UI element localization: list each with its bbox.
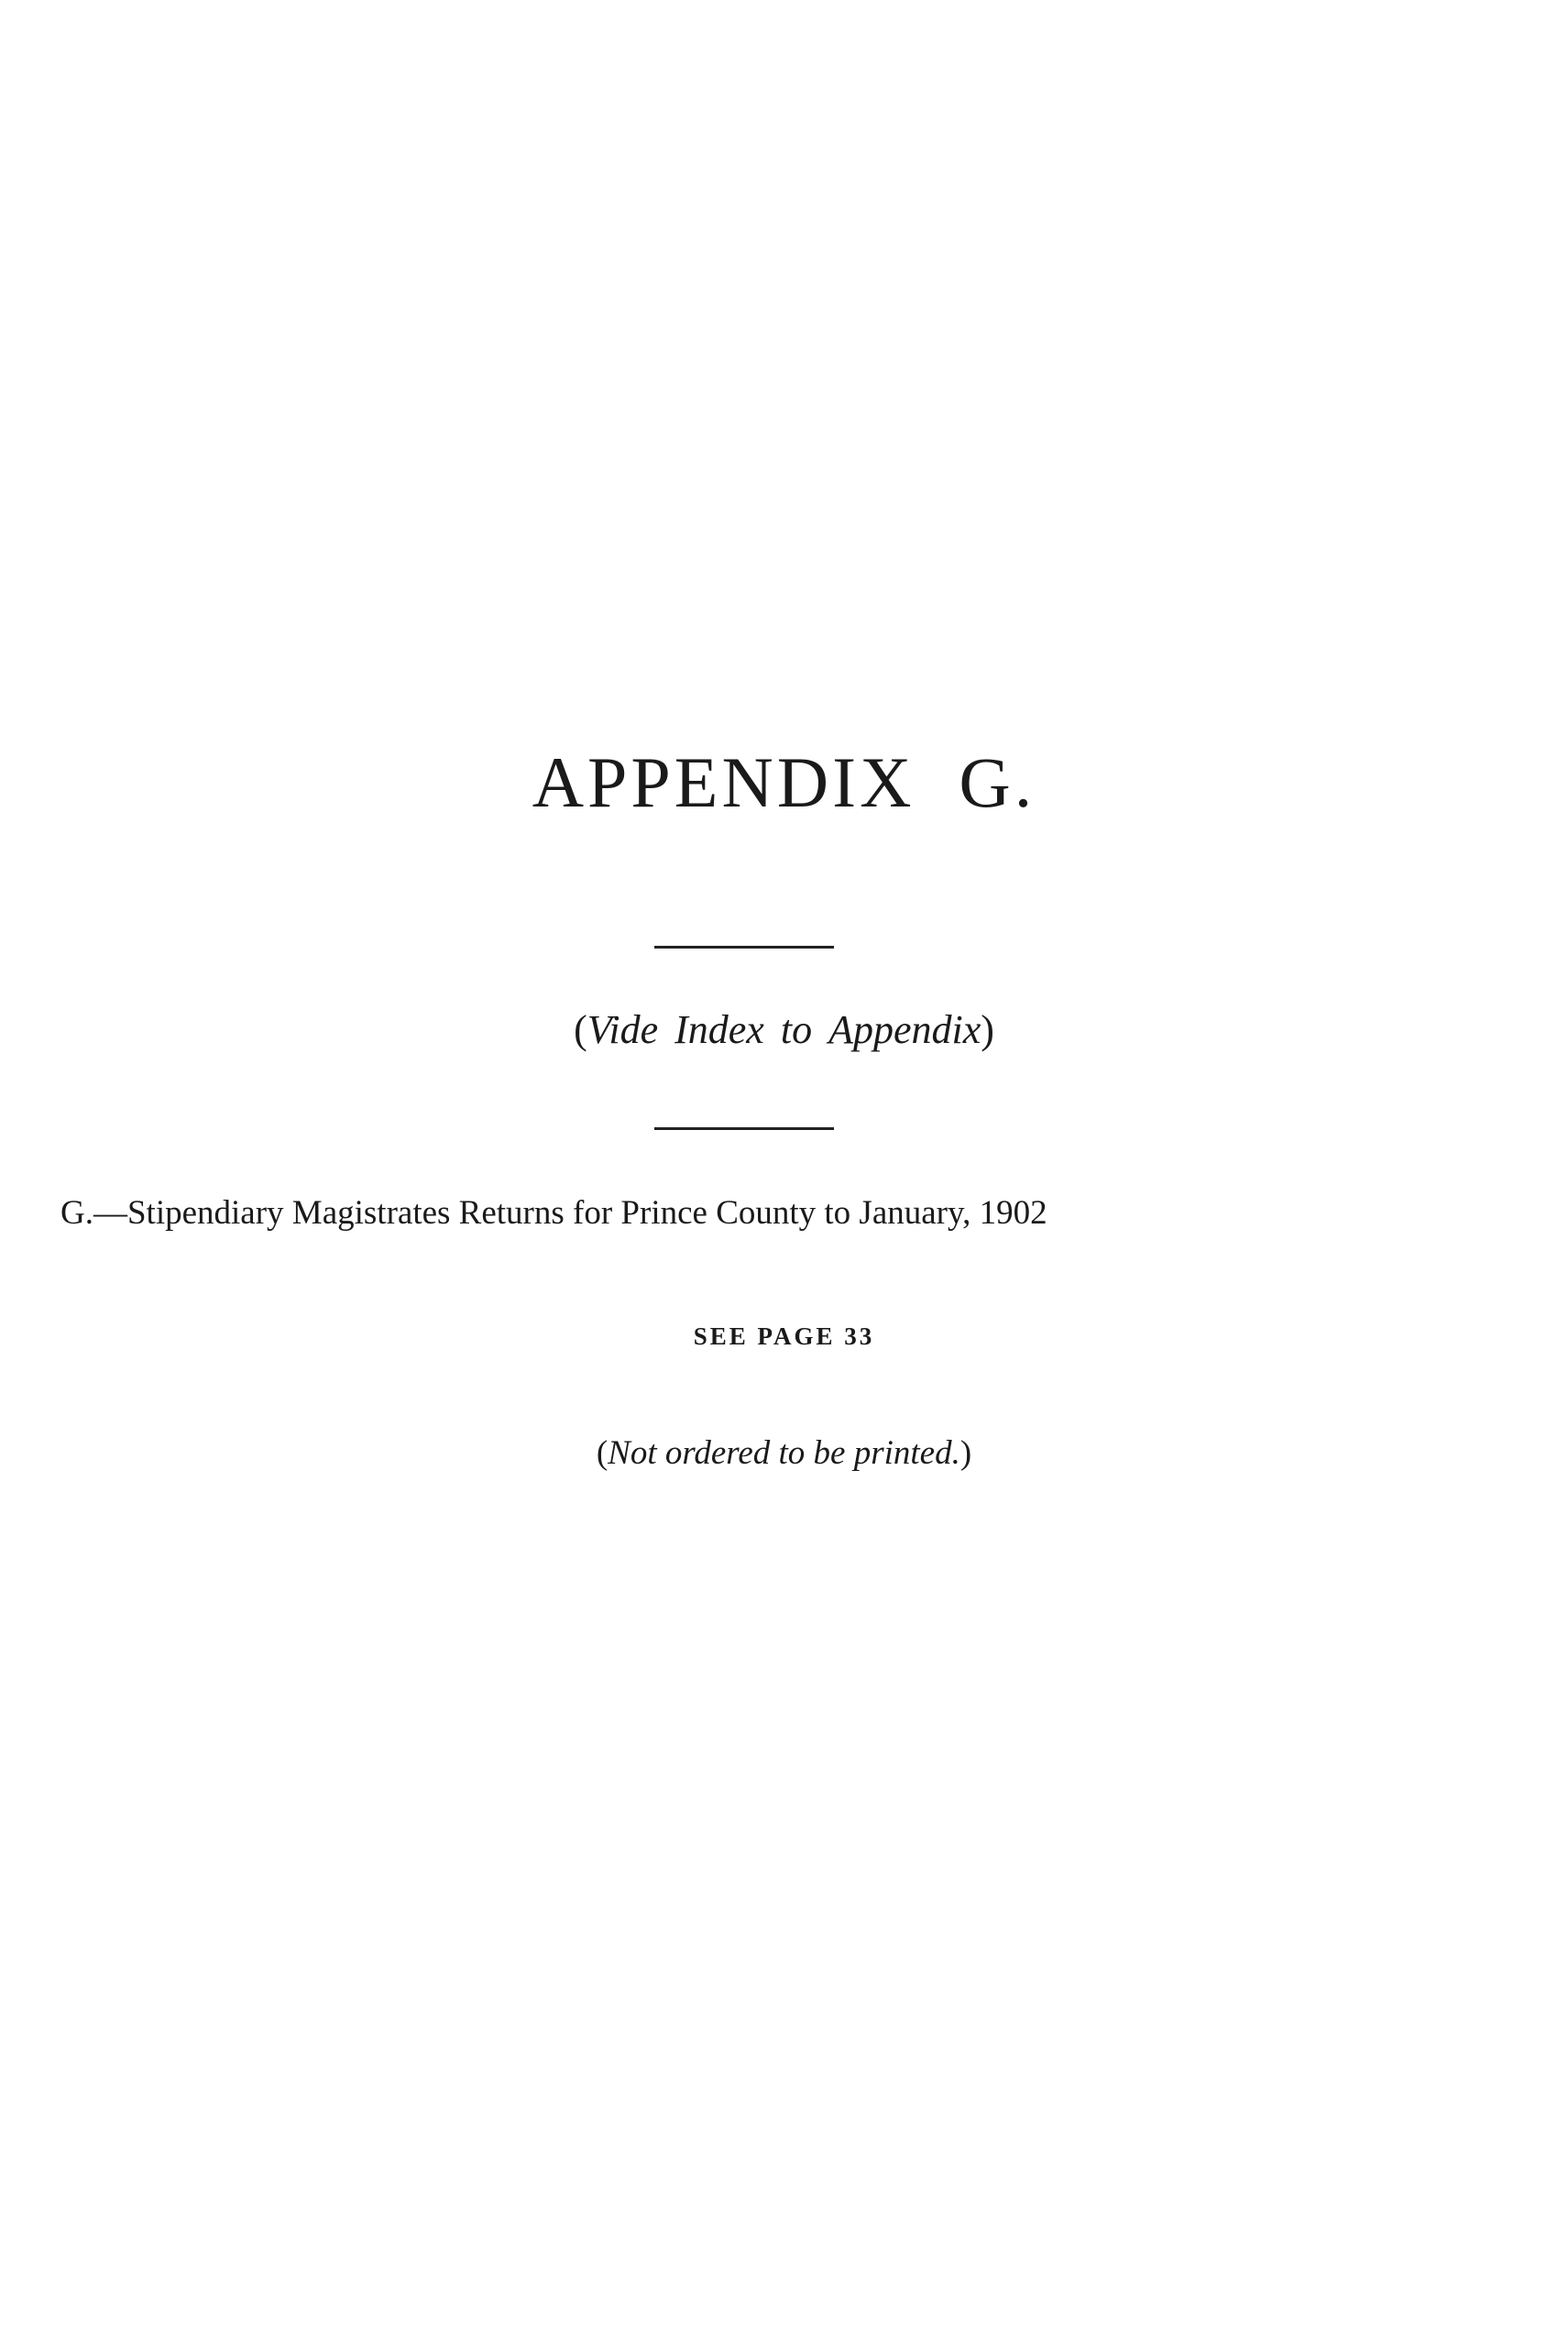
see-page-reference: SEE PAGE 33 (693, 1322, 875, 1350)
vide-open-paren: ( (574, 1007, 587, 1052)
vide-index-line (0, 1006, 1568, 1055)
vide-index-word: Index (674, 1007, 764, 1052)
note-close-paren: ) (959, 1434, 972, 1472)
divider-rule-top (654, 946, 834, 949)
vide-appendix-word: Appendix (828, 1007, 981, 1052)
appendix-title-letter: G. (959, 742, 1036, 822)
appendix-heading (0, 742, 1568, 822)
vide-to-word: to (780, 1007, 813, 1052)
vide-word: Vide (587, 1007, 659, 1052)
divider-rule-bottom (654, 1127, 834, 1130)
vide-close-paren: ) (981, 1007, 994, 1052)
note-open-paren: ( (596, 1434, 609, 1472)
appendix-title-word: APPENDIX (532, 742, 916, 822)
note-text: Not ordered to be printed. (608, 1434, 960, 1472)
printing-note (0, 1433, 1568, 1474)
appendix-entry: G.—Stipendiary Magistrates Returns for Prince County to January, 1902 (60, 1194, 1047, 1232)
